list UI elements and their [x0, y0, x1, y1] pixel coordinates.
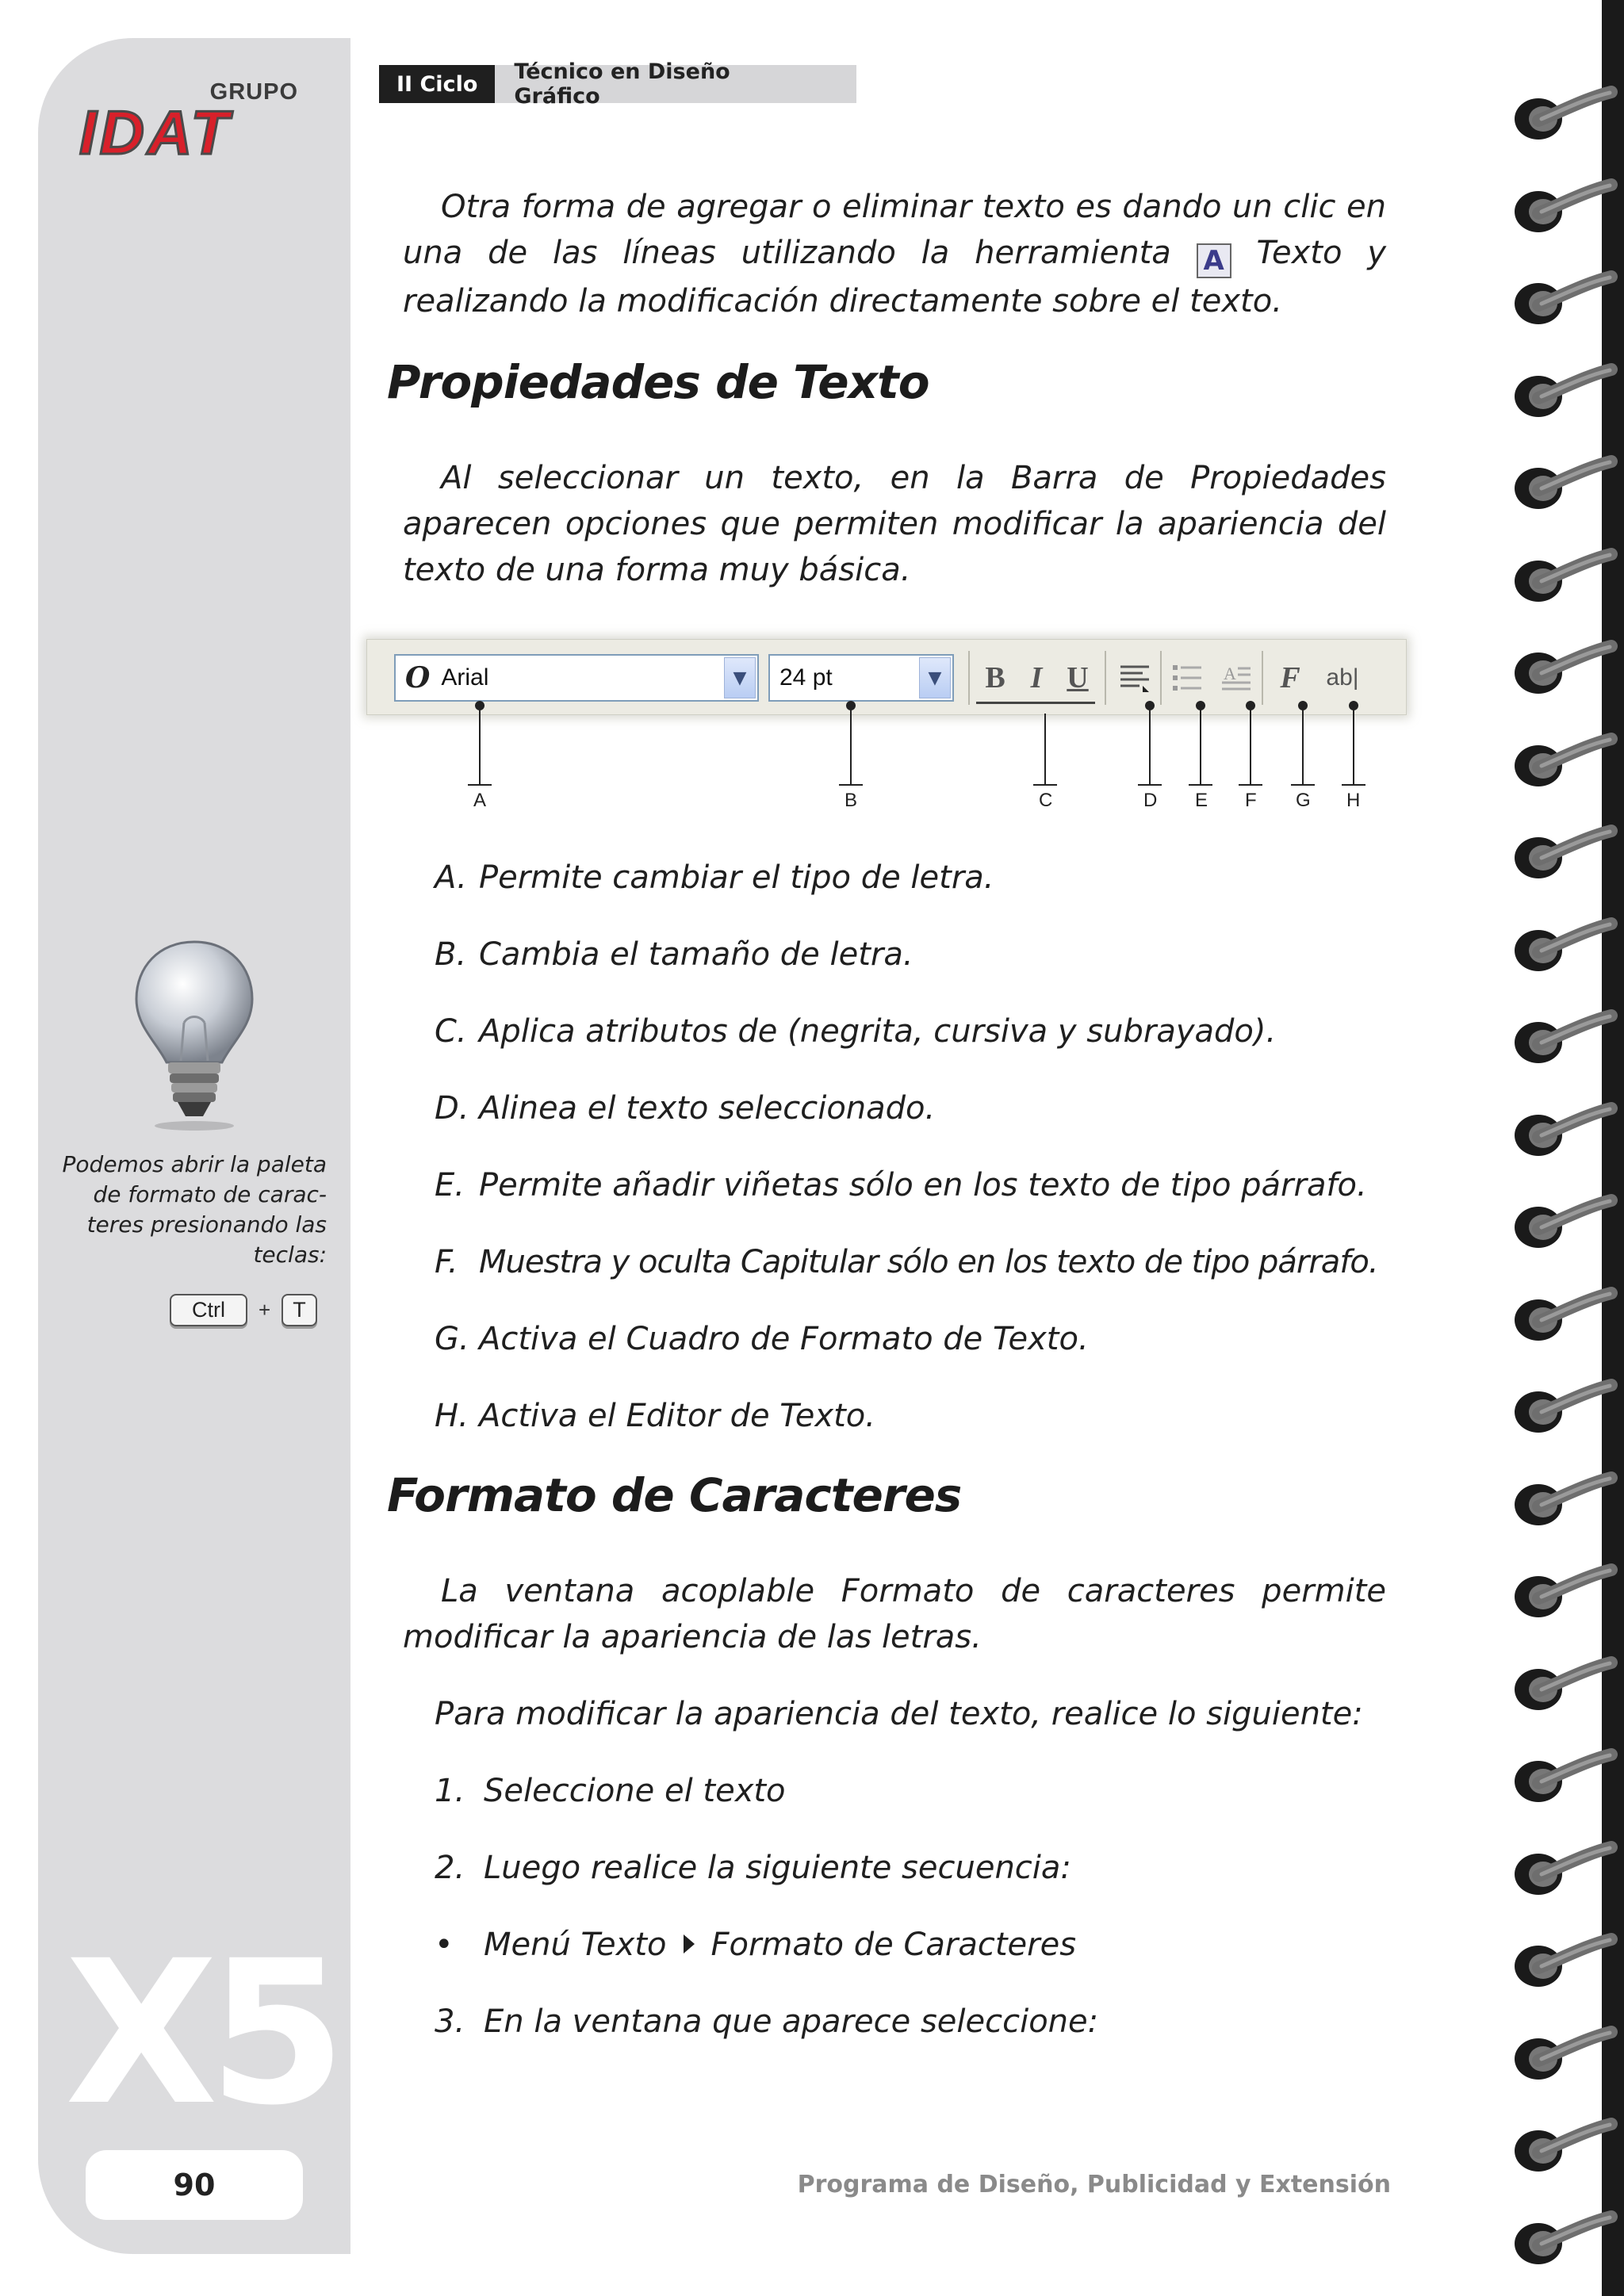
spiral-ring — [1507, 2111, 1624, 2183]
callout-f: F — [1245, 790, 1257, 811]
triangle-right-icon — [684, 1934, 695, 1954]
list-item: H. Activa el Editor de Texto. — [435, 1398, 875, 1434]
heading-propiedades: Propiedades de Texto — [387, 355, 929, 409]
spiral-ring — [1507, 633, 1624, 705]
spiral-ring — [1507, 1927, 1624, 1998]
spiral-ring — [1507, 449, 1624, 520]
spiral-ring — [1507, 1003, 1624, 1074]
callout-d: D — [1143, 790, 1158, 811]
page-number: 90 — [86, 2150, 303, 2220]
callout-b: B — [845, 790, 858, 811]
lightbulb-icon — [127, 936, 262, 1134]
spiral-ring — [1507, 1188, 1624, 1259]
list-item: G. Activa el Cuadro de Formato de Texto. — [435, 1321, 1089, 1357]
callout-g: G — [1296, 790, 1311, 811]
spiral-ring — [1507, 818, 1624, 890]
propiedades-paragraph: Al seleccionar un texto, en la Barra de Propiedades aparecen opciones que permiten modificar la apariencia del texto de una forma muy básica. — [403, 460, 1386, 588]
align-icon[interactable] — [1117, 660, 1152, 695]
font-dropdown[interactable] — [394, 654, 759, 702]
t-key: T — [282, 1294, 317, 1326]
step-item: 3. En la ventana que aparece seleccione: — [435, 2003, 1099, 2040]
text-editor-button[interactable]: ab| — [1326, 664, 1359, 691]
spiral-ring — [1507, 172, 1624, 243]
font-size-value: 24 pt — [779, 664, 833, 691]
toolbar-separator — [1160, 651, 1162, 705]
underline-button[interactable]: U — [1067, 661, 1089, 695]
version-watermark: X5 — [65, 1918, 337, 2149]
font-size-dropdown[interactable] — [768, 654, 954, 702]
italic-button[interactable]: I — [1030, 661, 1043, 695]
bullet-list-icon[interactable] — [1170, 660, 1205, 695]
spiral-ring — [1507, 1465, 1624, 1536]
spiral-ring — [1507, 1835, 1624, 1906]
intro-text-after: Texto y realizando la modificación directamente sobre el texto. — [403, 235, 1387, 320]
step-item: 2. Luego realice la siguiente secuencia: — [435, 1850, 1071, 1886]
list-item: B. Cambia el tamaño de letra. — [435, 936, 914, 973]
spiral-ring — [1507, 264, 1624, 335]
shortcut-keys — [170, 1294, 317, 1326]
spiral-ring — [1507, 541, 1624, 613]
header-title: Técnico en Diseño Gráfico — [495, 65, 856, 103]
ctrl-key: Ctrl — [170, 1294, 247, 1326]
toolbar-separator — [1105, 651, 1106, 705]
intro-text-before: Otra forma de agregar o eliminar texto es dando un clic en una de las líneas utilizando la herramienta — [403, 189, 1386, 271]
logo-grupo-text: GRUPO — [209, 79, 298, 105]
toolbar-separator — [968, 651, 970, 705]
header-cycle: II Ciclo — [379, 65, 495, 103]
spiral-ring — [1507, 2019, 1624, 2091]
callout-e: E — [1195, 790, 1208, 811]
spiral-ring — [1507, 1372, 1624, 1444]
chevron-down-icon[interactable]: ▼ — [919, 657, 951, 698]
format-text-button[interactable]: F — [1280, 661, 1300, 695]
formato-instruction: Para modificar la apariencia del texto, realice lo siguiente: — [435, 1696, 1363, 1732]
list-item: E. Permite añadir viñetas sólo en los texto de tipo párrafo. — [435, 1167, 1367, 1203]
callout-a: A — [473, 790, 487, 811]
text-tool-icon: A — [1197, 243, 1231, 278]
opentype-font-icon: O — [405, 661, 431, 695]
page-header — [379, 59, 856, 109]
spiral-ring — [1507, 357, 1624, 428]
spiral-ring — [1507, 1557, 1624, 1628]
logo-idat-text: IDAT — [79, 98, 232, 167]
font-value: Arial — [441, 664, 489, 691]
tip-text: Podemos abrir la paleta de formato de carac-teres presionando las teclas: — [62, 1151, 327, 1268]
bold-button[interactable]: B — [985, 661, 1005, 695]
list-item: D. Alinea el texto seleccionado. — [435, 1090, 936, 1127]
menu-path-item: • Menú Texto Formato de Caracteres — [435, 1927, 1077, 1963]
spiral-ring — [1507, 1650, 1624, 1721]
spiral-ring — [1507, 79, 1624, 151]
property-bar-figure — [366, 639, 1407, 715]
heading-formato: Formato de Caracteres — [387, 1468, 962, 1522]
spiral-ring — [1507, 1742, 1624, 1813]
formato-paragraph: La ventana acoplable Formato de caracteres permite modificar la apariencia de las letras. — [403, 1573, 1386, 1655]
callout-h: H — [1346, 790, 1361, 811]
spiral-ring — [1507, 2204, 1624, 2275]
list-item: F. Muestra y oculta Capitular sólo en los texto de tipo párrafo. — [435, 1244, 1378, 1280]
drop-cap-icon[interactable] — [1219, 660, 1254, 695]
spiral-ring — [1507, 1096, 1624, 1167]
spiral-ring — [1507, 726, 1624, 798]
footer-program: Programa de Diseño, Publicidad y Extensión — [797, 2171, 1391, 2198]
list-item: C. Aplica atributos de (negrita, cursiva y subrayado). — [435, 1013, 1277, 1050]
idat-logo — [79, 79, 317, 166]
attribute-group-underline — [976, 702, 1095, 704]
plus-sign: + — [259, 1298, 271, 1322]
chevron-down-icon[interactable]: ▼ — [724, 657, 756, 698]
callout-c: C — [1039, 790, 1053, 811]
step-item: 1. Seleccione el texto — [435, 1773, 786, 1809]
intro-paragraph — [403, 184, 1386, 324]
list-item: A. Permite cambiar el tipo de letra. — [435, 859, 994, 896]
spiral-ring — [1507, 1280, 1624, 1352]
svg-text:A: A — [1224, 664, 1236, 683]
spiral-ring — [1507, 911, 1624, 982]
toolbar-separator — [1262, 651, 1263, 705]
